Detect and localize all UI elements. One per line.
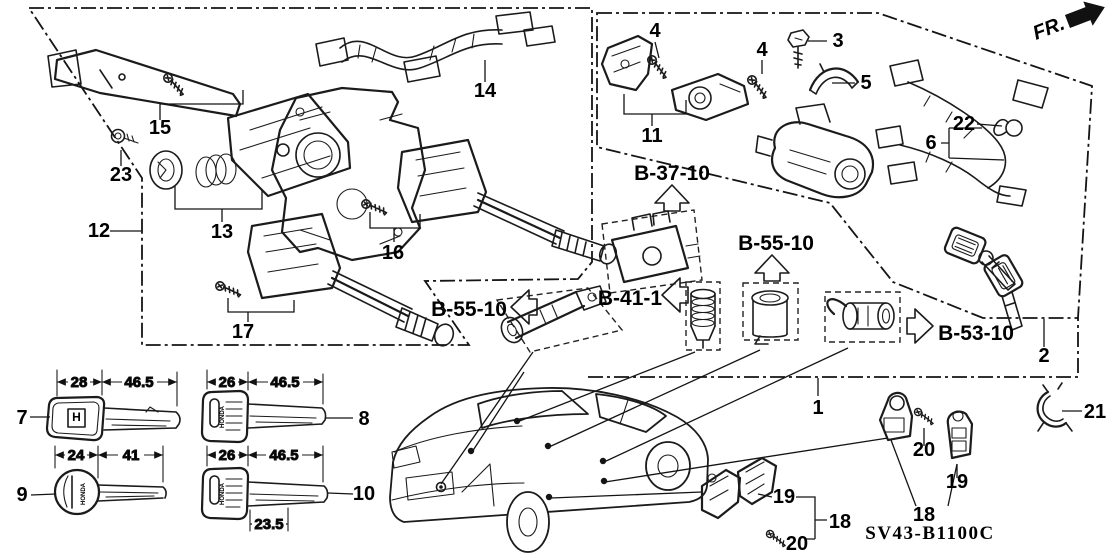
dim-key7-head: 28 — [70, 374, 88, 391]
drawing-code: SV43-B1100C — [865, 523, 995, 544]
callout-14: 14 — [473, 80, 497, 102]
fuel-lid-cylinder-b55 — [743, 283, 798, 344]
arrow-up-b5510-center-icon — [755, 255, 789, 281]
ref-b411: B-41-1 — [597, 287, 663, 310]
door-switch-group-left — [702, 458, 776, 518]
callout-18-left: 18 — [828, 511, 852, 533]
screw-20-right-icon — [912, 407, 936, 425]
key-8-brand: HONDA — [220, 406, 226, 428]
callout-8: 8 — [358, 408, 370, 430]
wire-harness-14 — [316, 12, 555, 82]
ref-b3710: B-37-10 — [634, 162, 710, 185]
spring-13 — [196, 154, 236, 187]
ignition-cylinder-b41 — [686, 282, 720, 350]
callout-15: 15 — [148, 117, 172, 139]
callout-16: 16 — [381, 242, 405, 264]
ref-b5310: B-53-10 — [938, 322, 1014, 345]
callout-4a: 4 — [649, 20, 661, 42]
callout-20-left: 20 — [785, 533, 809, 553]
screw-20-left-icon — [764, 529, 788, 547]
bolt-3 — [788, 30, 809, 68]
dim-key9-head: 24 — [67, 447, 85, 464]
callout-7: 7 — [16, 407, 28, 429]
callout-12: 12 — [87, 220, 111, 242]
callout-11: 11 — [641, 125, 663, 147]
callout-3: 3 — [832, 30, 844, 52]
key-9-brand: HONDA — [81, 483, 87, 505]
arrow-up-b3710-icon — [655, 185, 689, 211]
fr-arrow-icon — [1063, 0, 1108, 34]
key-8-blank — [202, 391, 326, 442]
clamp-5 — [810, 64, 858, 94]
fr-direction — [1029, 0, 1108, 47]
dim-key8-blade: 46.5 — [270, 374, 300, 391]
steering-lock-body-1 — [756, 104, 873, 197]
dim-key9-blade: 41 — [122, 447, 140, 464]
ref-b5510-center: B-55-10 — [738, 232, 814, 255]
screw-4b-icon — [745, 74, 771, 99]
callout-10: 10 — [352, 483, 376, 505]
key-10-brand: HONDA — [220, 483, 226, 505]
ignition-bracket-11a — [602, 36, 652, 90]
callout-22: 22 — [952, 113, 976, 135]
key-dimensions — [55, 370, 323, 533]
dim-key10-cut: 23.5 — [254, 516, 284, 533]
callout-9: 9 — [16, 484, 28, 506]
door-lock-cylinder-b53 — [825, 292, 900, 342]
ref-b5510-left: B-55-10 — [431, 298, 507, 321]
screw-17-icon — [214, 281, 242, 297]
callout-2: 2 — [1038, 345, 1050, 367]
callout-18-right: 18 — [912, 504, 936, 526]
callout-1: 1 — [812, 397, 824, 419]
callout-21: 21 — [1083, 401, 1107, 423]
key-7-logo: H — [72, 410, 81, 424]
cancel-ring-13 — [150, 151, 182, 189]
dim-key10-blade: 46.5 — [269, 447, 299, 464]
bolt-23 — [112, 130, 139, 144]
clamp-ring-21 — [1038, 383, 1072, 431]
callout-13: 13 — [210, 221, 234, 243]
wiper-switch-16 — [398, 140, 619, 266]
key-7-master — [47, 397, 180, 440]
keys-2 — [943, 226, 1024, 330]
turn-signal-lever — [48, 50, 350, 196]
fr-label: FR. — [1029, 12, 1068, 45]
callout-19-left: 19 — [772, 486, 796, 508]
key-9-valet — [55, 470, 166, 514]
key-10-blank — [202, 468, 328, 519]
key-ring-22 — [994, 120, 1022, 136]
callout-4b: 4 — [756, 39, 768, 61]
dim-key10-head: 26 — [218, 447, 236, 464]
callout-20-right: 20 — [912, 439, 936, 461]
switch-housing-12 — [272, 88, 425, 260]
callout-17: 17 — [231, 321, 255, 343]
callout-23: 23 — [109, 164, 133, 186]
callout-19-right: 19 — [945, 471, 969, 493]
dim-key7-blade: 46.5 — [124, 374, 154, 391]
dim-key8-head: 26 — [218, 374, 236, 391]
callout-6: 6 — [925, 132, 937, 154]
car-illustration — [390, 388, 708, 552]
callout-5: 5 — [860, 72, 872, 94]
arrow-right-b5310-icon — [907, 309, 933, 343]
ignition-switch-11b — [672, 74, 748, 120]
